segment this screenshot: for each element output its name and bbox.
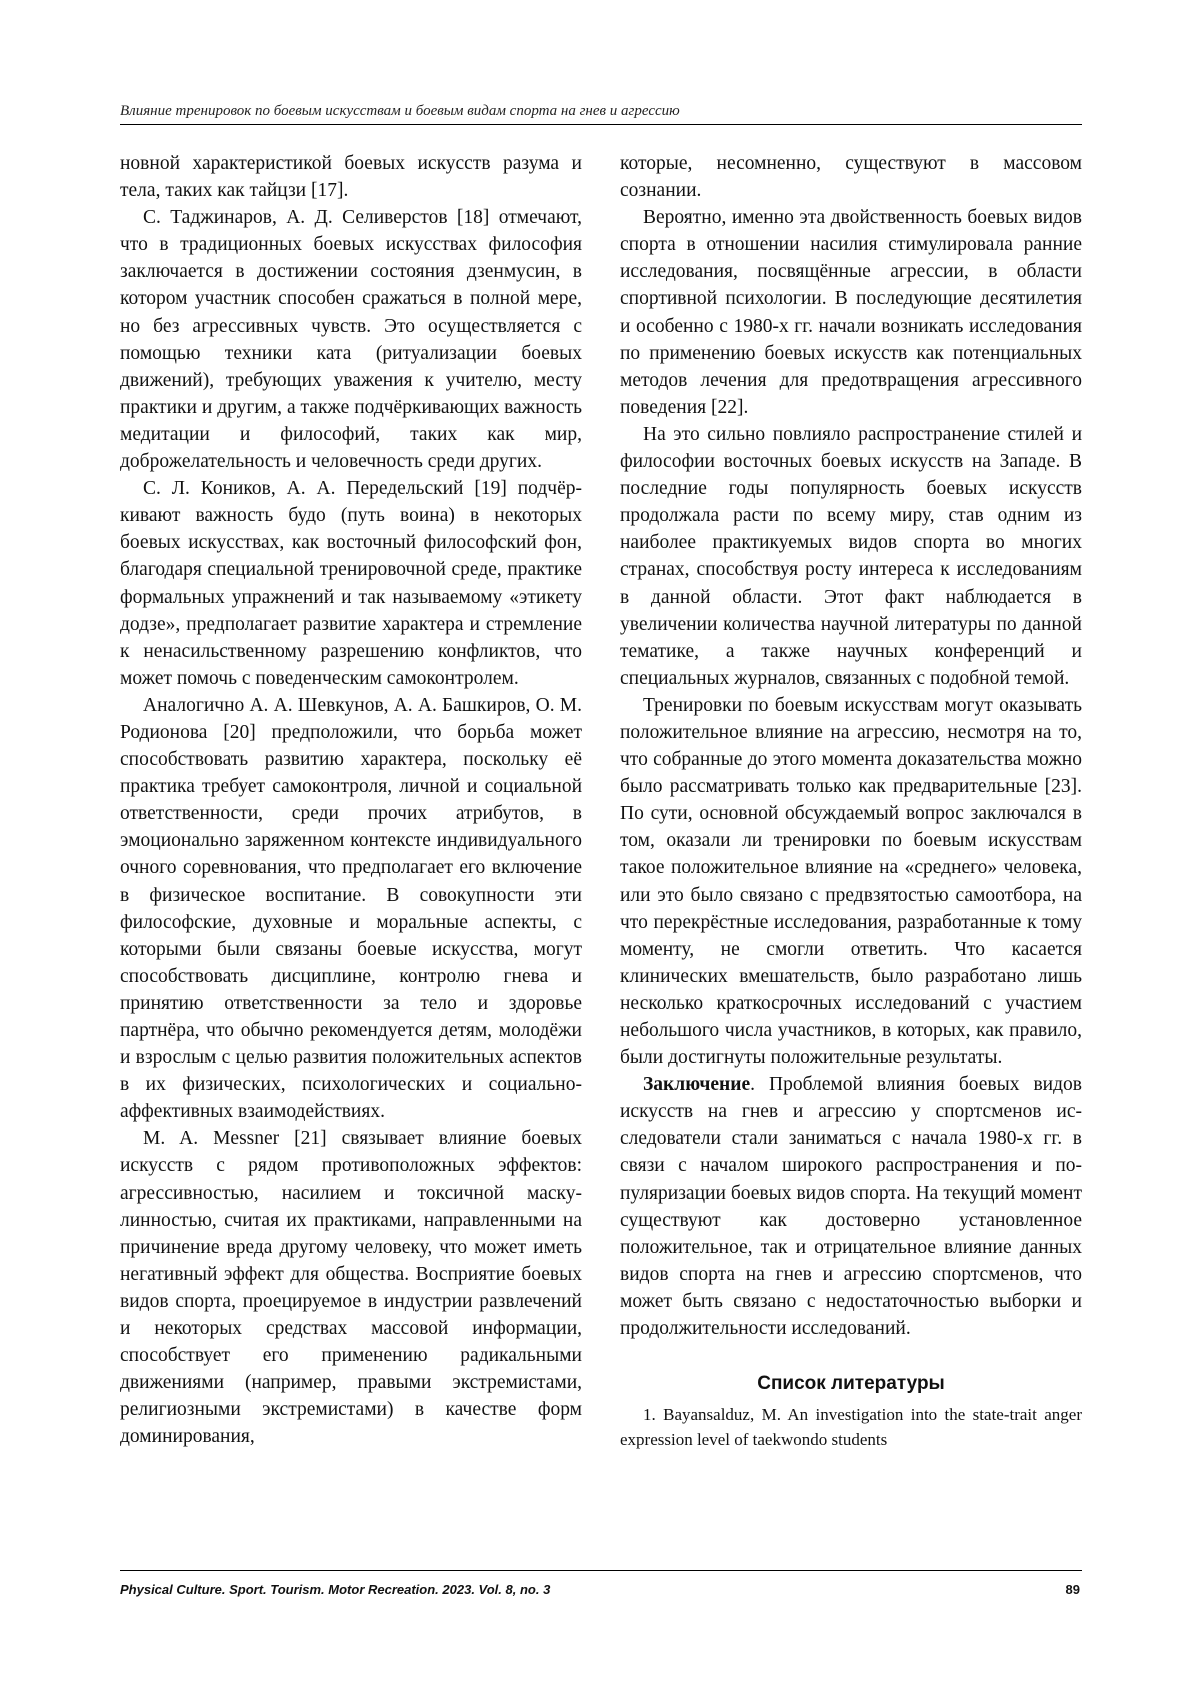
header-rule [120, 124, 1082, 125]
right-column [620, 150, 1082, 1452]
paragraph: С. Л. Коников, А. А. Передельский [19] подчёркивают важность будо (путь воина) в некоторых боевых искусствах, как восточный философский фон, благодаря специальной тренировочной среде, практике формальных упражнений и так называемому «этикету додзе», предполагает развитие характера и стремление к ненасильственному разрешению конфликтов, что может помочь с поведенческим самоконтролем. [120, 478, 582, 689]
paragraph: На это сильно повлияло распространение стилей и философии восточных боевых искусств на Западе. В последние годы популярность боевых искусств продолжала расти по всему миру, став одним из наиболее практикуемых видов спорта во многих странах, способствуя росту интереса к исследованиям в данной области. Этот факт наблюдается в увеличении количества научной литературы по данной тематике, а также научных конференций и специальных журналов, связанных с подобной темой. [620, 423, 1082, 689]
paragraph: которые, несомненно, существуют в массовом сознании. [620, 153, 1082, 202]
paragraph: Аналогично А. А. Шевкунов, А. А. Башкиров, О. М. Родионова [20] предположили, что борьба может способствовать развитию характера, поскольку её практика требует самоконтроля, личной и социальной ответственности, среди прочих атрибутов, в эмоционально заряженном контексте индивидуального очного соревнования, что предполагает его включение в физическое воспитание. В совокупности эти философские, духовные и моральные аспекты, с которыми были связаны боевые искусства, могут способствовать дисциплине, контролю гнева и принятию ответственности за тело и здоровье партнёра, что обычно рекомендуется детям, молодёжи и взрослым с целью развития положительных аспектов в их физических, психологических и социально-аффективных взаимодействиях. [120, 694, 582, 1123]
conclusion-paragraph [620, 1071, 1082, 1342]
left-column [120, 150, 582, 1451]
paragraph: новной характеристикой боевых искусств разума и тела, таких как тайцзи [17]. [120, 153, 582, 202]
references-heading: Список литературы [757, 1373, 945, 1395]
running-title: Влияние тренировок по боевым искусствам и боевым видам спорта на гнев и агрессию [120, 103, 680, 119]
paragraph: Вероятно, именно эта двойственность боевых видов спорта в отношении насилия стимулировала ранние исследования, посвящённые агрессии, в области спортивной психологии. В последующие десятилетия и особенно с 1980-х гг. начали возникать исследования по применению боевых искусств как потенциальных методов лечения для предотвращения агрессивного поведения [22]. [620, 207, 1082, 418]
paragraph: Тренировки по боевым искусствам могут оказывать положительное влияние на агрессию, несмотря на то, что собранные до этого момента доказательства можно было рассматривать только как предварительные [23]. По сути, основной обсуждаемый вопрос заключался в том, оказали ли тренировки по боевым искусствам такое положительное влияние на «среднего» человека, или это было связано с предвзятостью самоотбора, на что перекрёстные исследования, разработанные к тому моменту, не смогли ответить. Что касается клинических вмешательств, было разработано лишь несколько краткосрочных исследований с участием небольшого числа участников, в которых, как правило, были достигнуты положительные результаты. [620, 694, 1082, 1069]
paragraph: С. Таджинаров, А. Д. Селиверстов [18] отмечают, что в традиционных боевых искусствах философия заключается в достижении состояния дзенмусин, в котором участник способен сражаться в полной мере, но без агрессивных чувств. Это осуществляется с помощью техники ката (ритуализации боевых движений), требующих уважения к учителю, месту практики и другим, а также подчёркивающих важность медитации и философий, таких как мир, доброжелательность и человечность среди других. [120, 207, 582, 473]
footer-rule [120, 1570, 1082, 1571]
journal-citation: Physical Culture. Sport. Tourism. Motor Recreation. 2023. Vol. 8, no. 3 [120, 1582, 551, 1597]
conclusion-text: . Проблемой влияния боевых видов искусств на гнев и агрессию у спортсменов исследователи стали заниматься с начала 1980-х гг. в связи с началом широкого распространения и популяризации боевых видов спорта. На текущий момент существуют как достоверно установленное положительное, так и отрицательное влияние данных видов спорта на гнев и агрессию спортсменов, что может быть связано с недостаточностью выборки и продолжительности исследований. [620, 1074, 1082, 1340]
reference-item: 1. Bayansalduz, M. An investigation into the state-trait anger expression level of taekwondo students [620, 1405, 1082, 1450]
paragraph: M. A. Messner [21] связывает влияние боевых искусств с рядом противоположных эффектов: агрессивностью, насилием и токсичной маскулинностью, считая их практиками, направленными на причинение вреда другому человеку, что может иметь негативный эффект для общества. Восприятие боевых видов спорта, проецируемое в индустрии развлечений и некоторых средствах массовой информации, способствует его применению радикальными движениями (например, правыми экстремистами, религиозными экстремистами) в качестве форм доминирования, [120, 1128, 582, 1448]
page-number: 89 [1065, 1582, 1080, 1597]
conclusion-label: Заключение [643, 1074, 751, 1096]
